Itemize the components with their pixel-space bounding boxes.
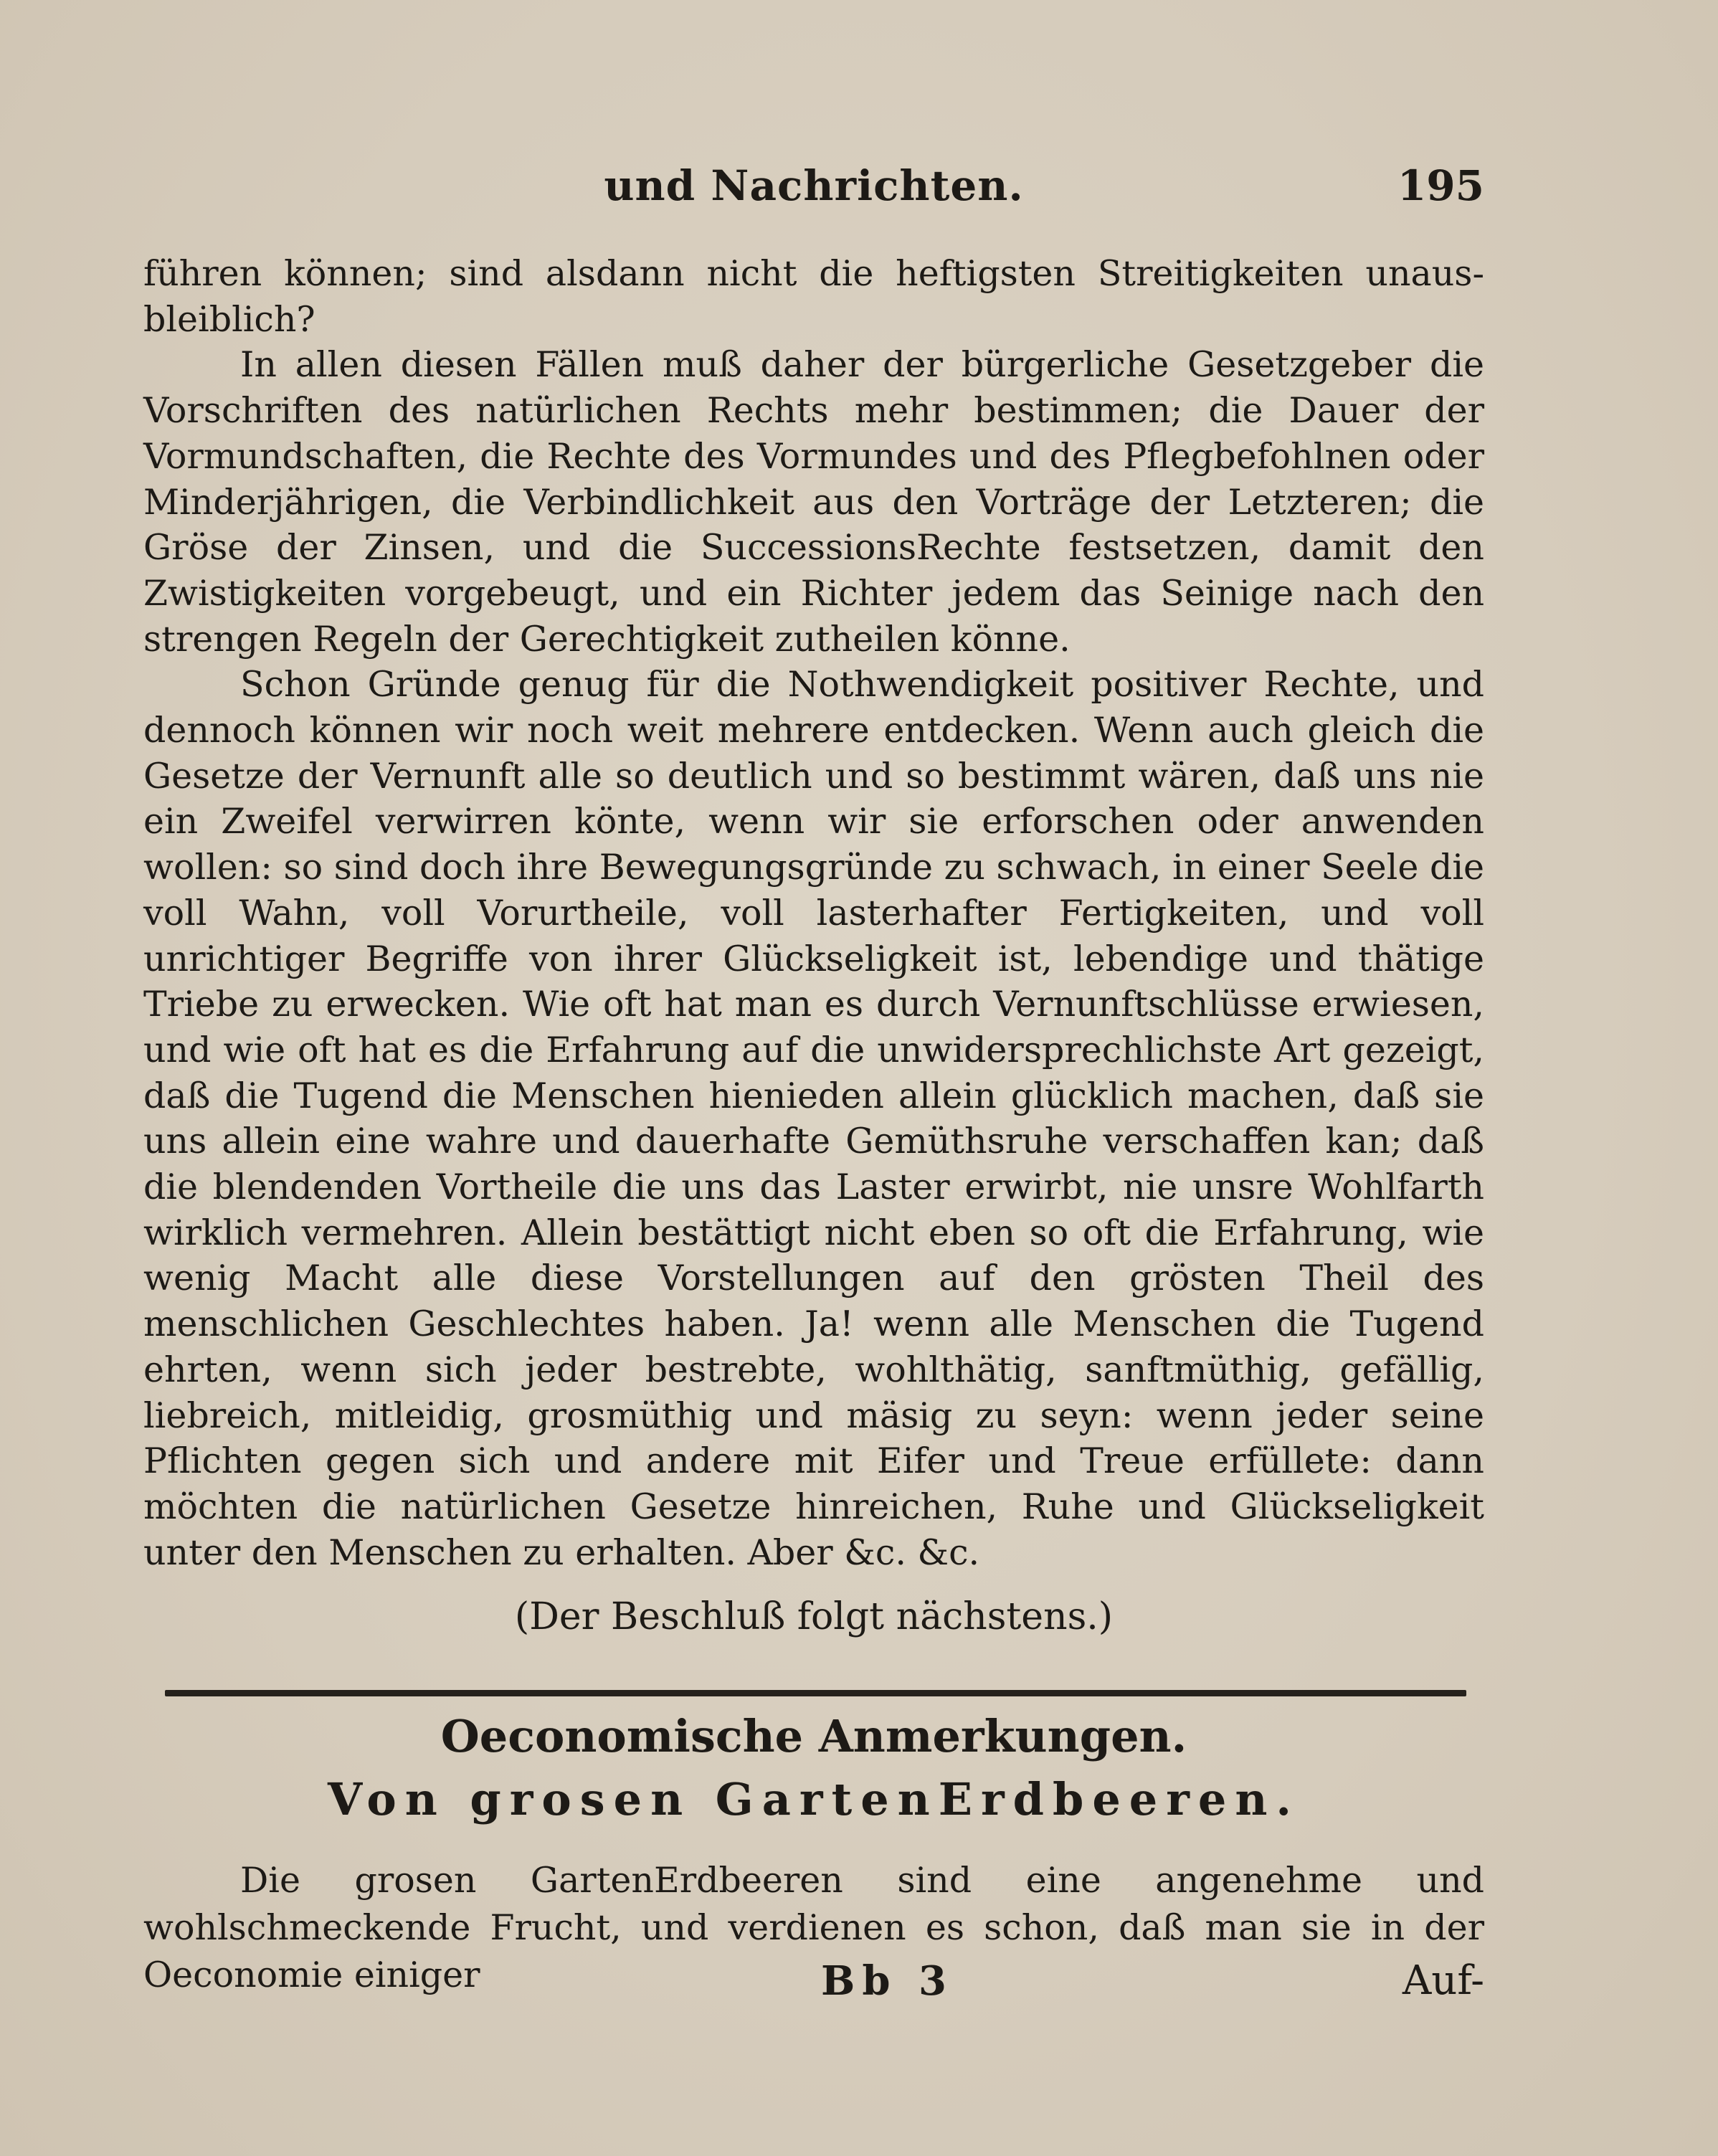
catchword: Auf- [1402, 1957, 1484, 2004]
page-number: 195 [1397, 161, 1484, 210]
signature-mark: Bb 3 [821, 1957, 954, 2005]
continuation-note: (Der Beschluß folgt nächstens.) [514, 1595, 1114, 1638]
article-title: Von grosen GartenErdbeeren. [327, 1773, 1301, 1825]
section-heading: Oeconomische Anmerkungen. [440, 1710, 1187, 1762]
body-text [143, 251, 1484, 1575]
paragraph-legislator: In allen diesen Fällen muß daher der bürgerliche Gesetzgeber die Vorschriften des natürlichen Rechts mehr bestimmen; die Dauer der Vormundschaften, die Rechte des Vormundes und des Pflegbefohlnen oder Minderjährigen, die Verbindlichkeit aus den Vorträge der Letzteren; die Gröse der Zinsen, und die SuccessionsRechte festsetzen, damit den Zwistigkeiten vorgebeugt, und ein Richter jedem das Seinige nach den strengen Regeln der Gerechtigkeit zutheilen könne. [143, 344, 1484, 660]
paragraph-continuation: führen können; sind alsdann nicht die heftigsten Streitigkeiten unausbleiblich? [143, 253, 1484, 340]
running-head [143, 161, 1484, 226]
section-divider [165, 1690, 1466, 1696]
running-title: und Nachrichten. [604, 161, 1024, 210]
footer-line [143, 1957, 1484, 2008]
paragraph-positive-rights: Schon Gründe genug für die Nothwendigkeit positiver Rechte, und dennoch können wir noch weit mehrere entdecken. Wenn auch gleich die Gesetze der Vernunft alle so deutlich und so bestimmt wären, daß uns nie ein Zweifel verwirren könte, wenn wir sie erforschen oder anwenden wollen: so sind doch ihre Bewegungsgründe zu schwach, in einer Seele die voll Wahn, voll Vorurtheile, voll lasterhafter Fertigkeiten, und voll unrichtiger Begriffe von ihrer Glückseligkeit ist, lebendige und thätige Triebe zu erwecken. Wie oft hat man es durch Vernunftschlüsse erwiesen, und wie oft hat es die Erfahrung auf die unwidersprechlichste Art gezeigt, daß die Tugend die Menschen hienieden allein glücklich machen, daß sie uns allein eine wahre und dauerhafte Gemüthsruhe verschaffen kan; daß die blendenden Vortheile die uns das Laster erwirbt, nie unsre Wohlfarth wirklich vermehren. Allein bestättigt nicht eben so oft die Erfahrung, wie wenig Macht alle diese Vorstellungen auf den grösten Theil des menschlichen Geschlechtes haben. Ja! wenn alle Menschen die Tugend ehrten, wenn sich jeder bestrebte, wohlthätig, sanftmüthig, gefällig, liebreich, mitleidig, grosmüthig und mäsig zu seyn: wenn jeder seine Pflichten gegen sich und andere mit Eifer und Treue erfüllete: dann möchten die natürlichen Gesetze hinreichen, Ruhe und Glückseligkeit unter den Menschen zu erhalten. Aber &c. &c. [143, 664, 1484, 1573]
article-paragraph: Die grosen GartenErdbeeren sind eine angenehme und wohlschmeckende Frucht, und verdienen es schon, daß man sie in der Oeconomie einiger [143, 1860, 1484, 1995]
